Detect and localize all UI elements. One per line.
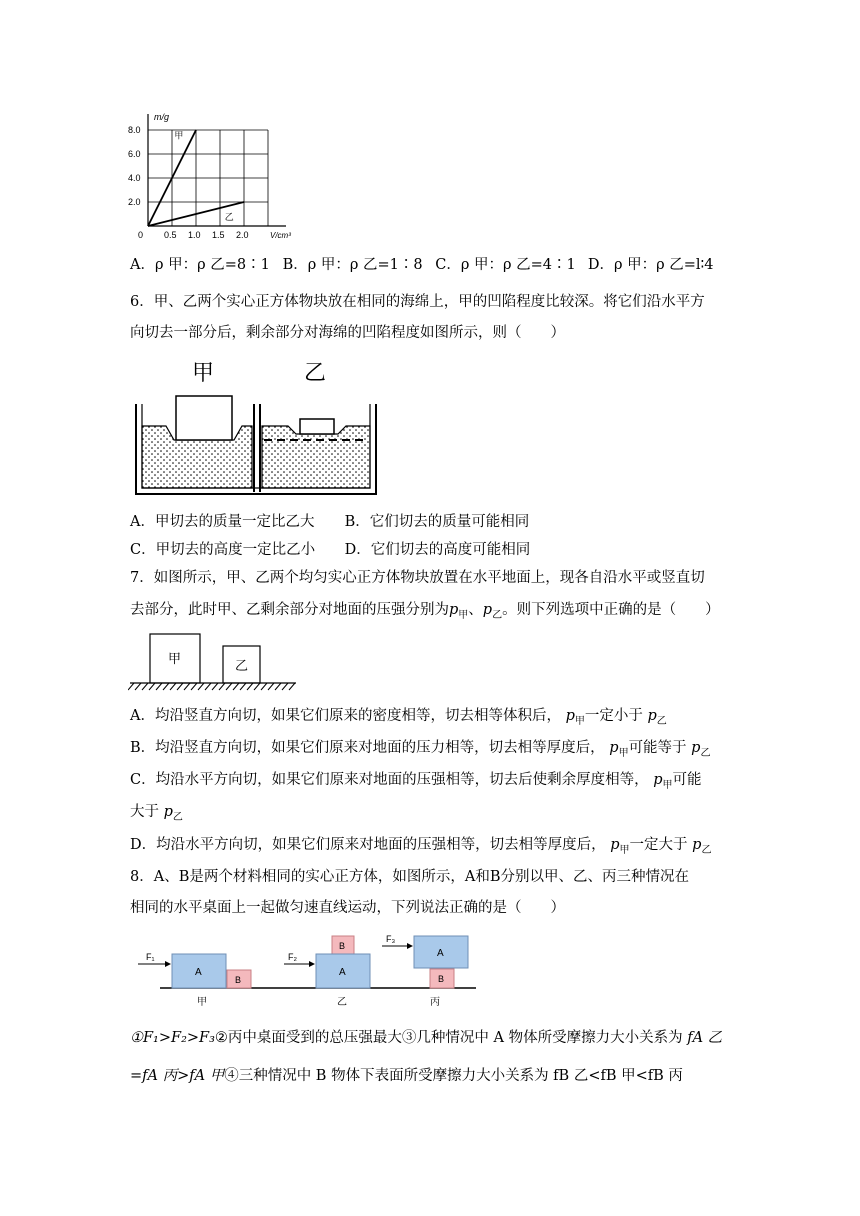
q8-stmt-3a: ③几种情况中 A 物体所受摩擦力大小关系为 bbox=[401, 1030, 683, 1046]
ground-hatch bbox=[226, 683, 232, 690]
x-tick-label: 2.0 bbox=[236, 230, 249, 240]
ground-hatch bbox=[198, 683, 204, 690]
ground-hatch bbox=[275, 683, 281, 690]
chart-labels bbox=[128, 112, 291, 240]
ground-hatch bbox=[289, 683, 295, 690]
ground-hatch bbox=[233, 683, 239, 690]
ground-hatch bbox=[261, 683, 267, 690]
cube-jia-label: 甲 bbox=[168, 651, 182, 666]
q6-options-row2 bbox=[130, 540, 530, 560]
ground-hatch bbox=[254, 683, 260, 690]
q8-stmt-2: ②丙中桌面受到的总压强最大 bbox=[214, 1030, 402, 1046]
q7-option-c: C．均沿水平方向切，如果它们原来对地面的压强相等，切去后使剩余厚度相等， $p_甲$可能 bbox=[130, 772, 702, 791]
ground-hatch bbox=[219, 683, 225, 690]
y-tick-label: 8.0 bbox=[128, 125, 141, 135]
ground-hatch bbox=[268, 683, 274, 690]
ground-hatch bbox=[240, 683, 246, 690]
q5-options bbox=[130, 255, 714, 275]
y-tick-label: 2.0 bbox=[128, 197, 141, 207]
q8-stem-line1: 8．A、B是两个材料相同的实心正方体，如图所示，A和B分别以甲、乙、丙三种情况在 bbox=[130, 869, 689, 885]
q5-option-c: C．ρ 甲：ρ 乙=4∶1 bbox=[435, 257, 576, 273]
label-f3: F₃ bbox=[386, 934, 396, 944]
sponge-label-jia: 甲 bbox=[192, 360, 215, 385]
svg-text:B: B bbox=[339, 941, 346, 951]
ground-hatch bbox=[177, 683, 183, 690]
origin-label: 0 bbox=[138, 230, 144, 240]
x-tick-label: 1.5 bbox=[212, 230, 225, 240]
ground-hatch bbox=[170, 683, 176, 690]
svg-text:乙: 乙 bbox=[337, 997, 347, 1008]
ground-hatch bbox=[191, 683, 197, 690]
ground-hatch bbox=[205, 683, 211, 690]
q5-option-b: B．ρ 甲：ρ 乙=1∶8 bbox=[282, 257, 423, 273]
svg-text:丙: 丙 bbox=[430, 997, 440, 1008]
q8-statements-line2 bbox=[130, 1066, 683, 1086]
ground-hatch bbox=[149, 683, 155, 690]
q6-stem-line2: 向切去一部分后，剩余部分对海绵的凹陷程度如图所示，则（ ） bbox=[130, 325, 565, 341]
q7-option-a: A．均沿竖直方向切，如果它们原来的密度相等，切去相等体积后， $p_甲$一定小于 $p_乙$ bbox=[130, 708, 667, 727]
cubes-on-ground-figure bbox=[128, 632, 300, 692]
q7-stem-line2: 去部分，此时甲、乙剩余部分对地面的压强分别为$p_甲$、$p_乙$。则下列选项中正确的是（ ） bbox=[130, 602, 720, 621]
svg-text:甲: 甲 bbox=[197, 997, 207, 1008]
x-tick-label: 0.5 bbox=[164, 230, 177, 240]
q7-option-c-line2: 大于 $p_乙$ bbox=[130, 804, 183, 823]
y-axis-label: m/g bbox=[154, 112, 170, 122]
ground-hatch bbox=[163, 683, 169, 690]
ground-hatch bbox=[128, 683, 134, 690]
y-tick-label: 6.0 bbox=[128, 149, 141, 159]
y-tick-label: 4.0 bbox=[128, 173, 141, 183]
series-label-yi: 乙 bbox=[224, 212, 234, 222]
ground-hatch bbox=[156, 683, 162, 690]
q8-stmt-1: ①F₁>F₂>F₃ bbox=[130, 1030, 215, 1046]
q5-option-d: D．ρ 甲：ρ 乙=l∶4 bbox=[587, 257, 714, 273]
q7-option-b: B．均沿竖直方向切，如果它们原来对地面的压力相等，切去相等厚度后， $p_甲$可能等于 $p_乙$ bbox=[130, 740, 711, 759]
q6-option-a: A．甲切去的质量一定比乙大 bbox=[130, 514, 315, 530]
mass-volume-chart bbox=[128, 96, 328, 246]
friction-figure bbox=[134, 932, 484, 1012]
q7-option-d: D．均沿水平方向切，如果它们原来对地面的压强相等，切去相等厚度后， $p_甲$一定大于 $p_乙$ bbox=[130, 837, 712, 856]
ground-hatch bbox=[247, 683, 253, 690]
sponge-label-yi: 乙 bbox=[304, 360, 327, 385]
label-f1: F₁ bbox=[146, 952, 155, 962]
q5-option-a: A．ρ 甲：ρ 乙=8∶1 bbox=[130, 257, 270, 273]
svg-text:B: B bbox=[235, 975, 242, 985]
ground-hatch bbox=[184, 683, 190, 690]
q8-stmt-4: ④三种情况中 B 物体下表面所受摩擦力大小关系为 fB 乙<fB 甲<fB 丙 bbox=[224, 1068, 683, 1084]
label-f2: F₂ bbox=[288, 952, 297, 962]
ground-hatch bbox=[135, 683, 141, 690]
x-axis-label: V/cm³ bbox=[270, 231, 291, 240]
ground-hatch bbox=[282, 683, 288, 690]
ground-hatch bbox=[142, 683, 148, 690]
q8-stem-line2: 相同的水平桌面上一起做匀速直线运动，下列说法正确的是（ ） bbox=[130, 900, 565, 916]
x-tick-label: 1.0 bbox=[188, 230, 201, 240]
q6-option-c: C．甲切去的高度一定比乙小 bbox=[130, 542, 316, 558]
q6-stem-line1: 6．甲、乙两个实心正方体物块放在相同的海绵上，甲的凹陷程度比较深。将它们沿水平方 bbox=[130, 294, 705, 310]
block-jia bbox=[176, 396, 232, 440]
ground-hatch bbox=[212, 683, 218, 690]
svg-text:A: A bbox=[195, 967, 202, 978]
svg-text:B: B bbox=[438, 974, 445, 984]
q6-options-row1 bbox=[130, 512, 529, 532]
block-yi bbox=[300, 419, 334, 434]
sponge-figure bbox=[132, 356, 382, 501]
q8-stmt-3b: =fA 丙>fA 甲 bbox=[130, 1068, 225, 1084]
series-label-jia: 甲 bbox=[174, 130, 184, 141]
svg-text:A: A bbox=[339, 967, 346, 978]
q6-option-d: D．它们切去的高度可能相同 bbox=[344, 542, 531, 558]
q8-statements-line1 bbox=[130, 1028, 722, 1048]
svg-text:A: A bbox=[437, 948, 444, 959]
q8-fA-yi: fA 乙 bbox=[687, 1030, 723, 1046]
q6-option-b: B．它们切去的质量可能相同 bbox=[344, 514, 530, 530]
cube-yi-label: 乙 bbox=[235, 658, 249, 673]
q7-stem-line1: 7．如图所示，甲、乙两个均匀实心正方体物块放置在水平地面上，现各自沿水平或竖直切 bbox=[130, 570, 705, 586]
